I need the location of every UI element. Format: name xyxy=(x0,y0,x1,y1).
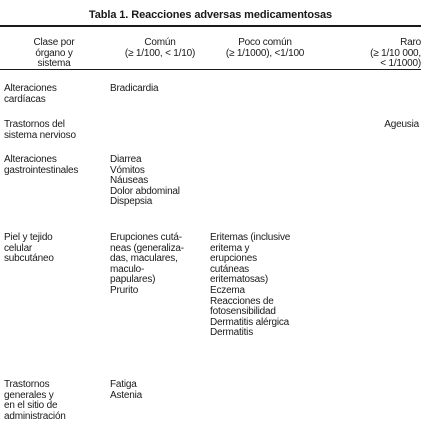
header-comun: Común (≥ 1/100, < 1/10) xyxy=(124,37,196,59)
table-title: Tabla 1. Reacciones adversas medicamentosas xyxy=(88,9,333,21)
organ-cell: Trastornos generales y en el sitio de administración xyxy=(4,379,66,422)
raro-cell: Ageusia xyxy=(384,119,419,130)
comun-cell: Erupciones cutá- neas (generaliza- das, maculares, maculo- papulares) Prurito xyxy=(110,232,184,296)
poco-cell: Eritemas (inclusive eritema y erupciones cutáneas eritematosas) Eczema Reacciones de fotosensibilidad Dermatitis alérgica Dermatitis xyxy=(210,232,291,339)
header-rule xyxy=(0,69,421,70)
organ-cell: Piel y tejido celular subcutáneo xyxy=(4,232,54,265)
organ-cell: Alteraciones gastrointestinales xyxy=(4,154,79,176)
comun-cell: Diarrea Vómitos Náuseas Dolor abdominal Dispepsia xyxy=(110,154,180,208)
top-rule xyxy=(0,25,421,27)
comun-cell: Fatiga Astenia xyxy=(110,379,142,401)
comun-cell: Bradicardia xyxy=(110,83,159,94)
organ-cell: Alteraciones cardíacas xyxy=(4,83,57,105)
header-poco-comun: Poco común (≥ 1/1000), <1/100 xyxy=(225,37,305,59)
header-organ-class: Clase por órgano y sistema xyxy=(33,37,75,70)
organ-cell: Trastornos del sistema nervioso xyxy=(4,119,76,141)
header-raro: Raro (≥ 1/10 000, < 1/1000) xyxy=(370,37,421,70)
